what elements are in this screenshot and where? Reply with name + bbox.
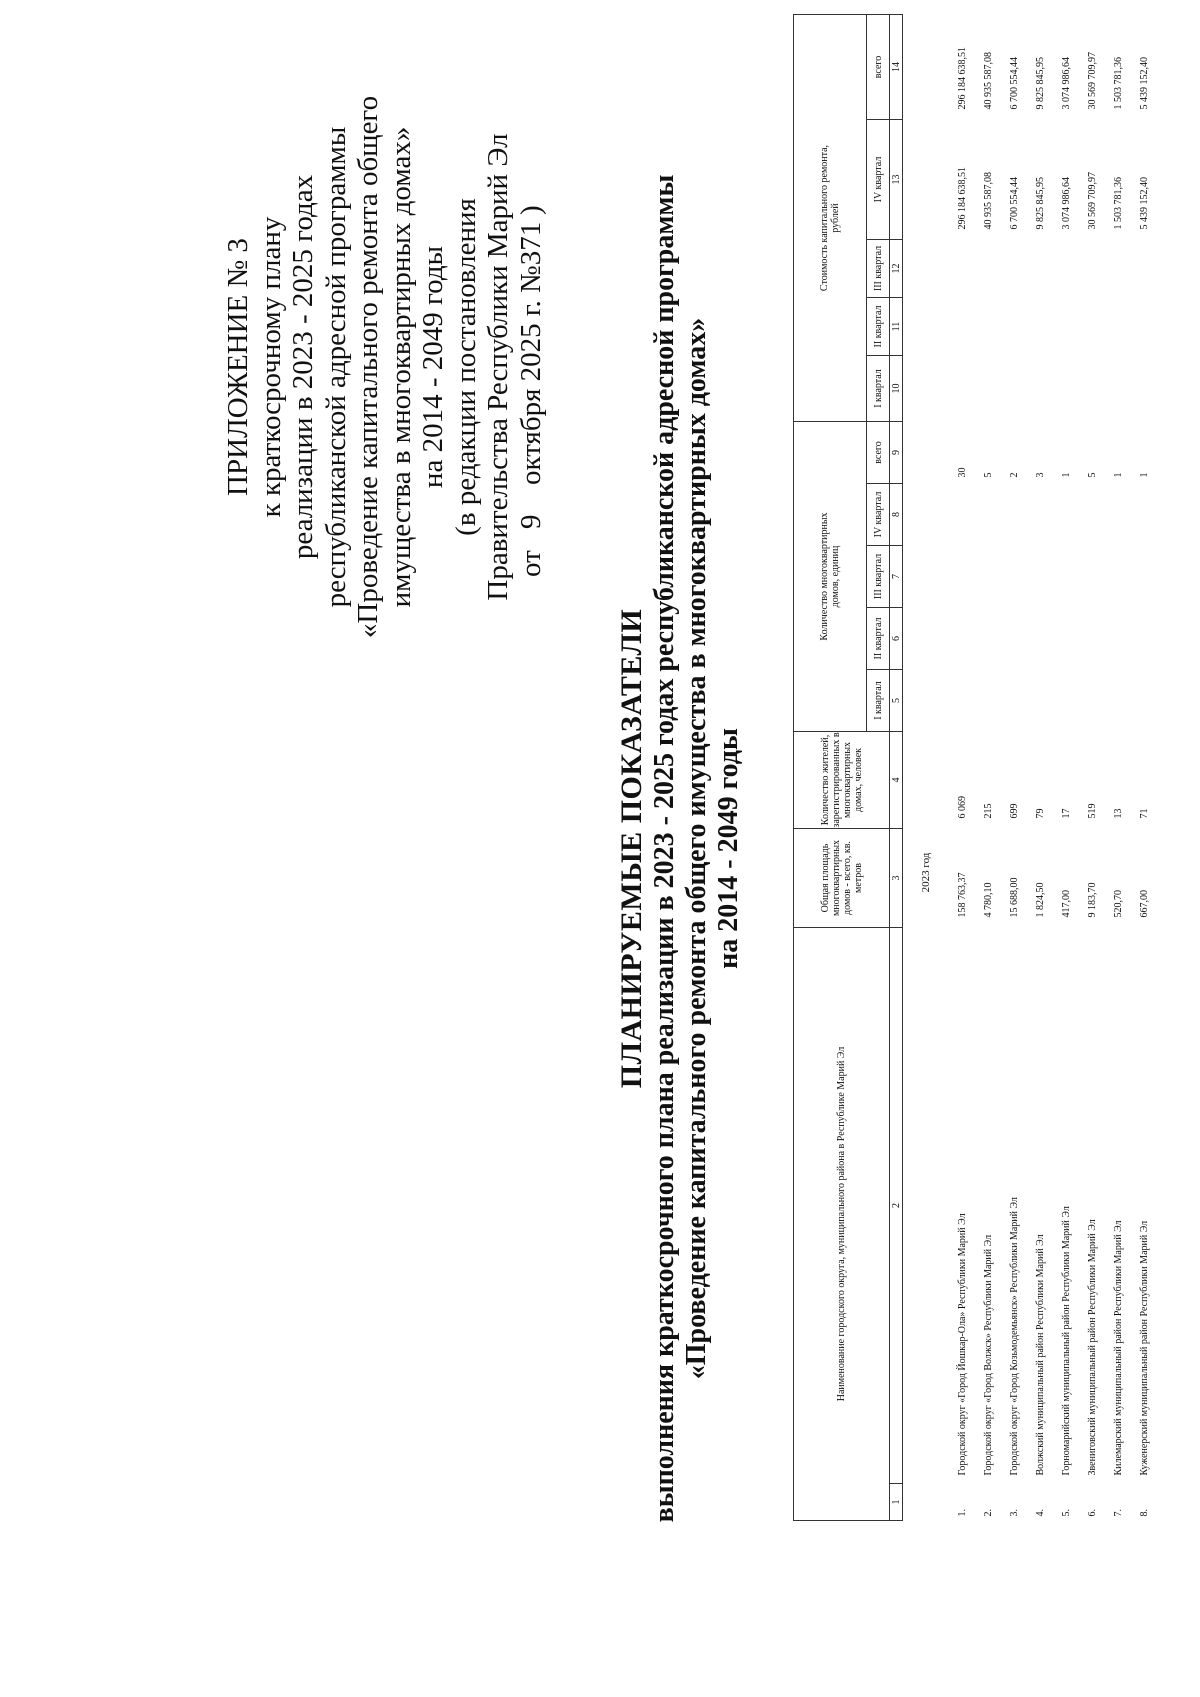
row-houses-total: 2 <box>1008 472 1020 478</box>
appendix-government-line: Правительства Республики Марий Эл <box>482 133 514 601</box>
row-houses-total: 5 <box>1086 472 1098 478</box>
header-houses-q1: I квартал <box>867 670 890 732</box>
header-name: Наименование городского округа, муниципального района в Республике Марий Эл <box>794 928 890 1521</box>
row-number: 3. <box>1008 1509 1020 1517</box>
column-number: 2 <box>890 928 903 1484</box>
row-houses-total: 1 <box>1112 472 1124 478</box>
row-cost-total: 5 439 152,40 <box>1138 57 1150 110</box>
row-area: 15 688,00 <box>1008 877 1020 918</box>
table-row <box>1131 15 1157 1521</box>
appendix-edition-line: (в редакции постановления <box>449 198 482 536</box>
row-cost-total: 3 074 986,64 <box>1060 57 1072 110</box>
row-name: Звениговский муниципальный район Республики Марий Эл <box>1086 1219 1098 1476</box>
column-number: 12 <box>890 240 903 298</box>
row-cost-total: 40 935 587,08 <box>982 52 994 110</box>
appendix-line: республиканской адресной программы <box>319 126 352 608</box>
row-cost-q4: 40 935 587,08 <box>982 172 994 230</box>
heading-block <box>615 0 745 1697</box>
table-row <box>1079 15 1105 1521</box>
column-number: 7 <box>890 546 903 608</box>
column-number: 4 <box>890 732 903 829</box>
row-name: Городской округ «Город Йошкар-Ола» Республики Марий Эл <box>956 1213 968 1476</box>
approval-date-prefix: от <box>514 550 547 577</box>
approval-date-line <box>515 87 548 647</box>
row-name: Горномарийский муниципальный район Республики Марий Эл <box>1060 1206 1072 1476</box>
row-area: 9 183,70 <box>1086 882 1098 918</box>
row-cost-total: 1 503 781,36 <box>1112 57 1124 110</box>
document-subtitle-line: «Проведение капитального ремонта общего имущества в многоквартирных домах» <box>681 317 712 1380</box>
row-name: Куженерский муниципальный район Республики Марий Эл <box>1138 1220 1150 1476</box>
appendix-block <box>222 87 547 647</box>
row-residents: 215 <box>982 803 994 819</box>
header-cost-total: всего <box>867 15 890 120</box>
row-cost-total: 296 184 638,51 <box>956 47 968 110</box>
row-number: 5. <box>1060 1509 1072 1517</box>
row-area: 4 780,10 <box>982 882 994 918</box>
row-residents: 71 <box>1138 808 1150 819</box>
row-cost-q4: 9 825 845,95 <box>1034 177 1046 230</box>
row-cost-q4: 30 569 709,97 <box>1086 172 1098 230</box>
row-cost-total: 30 569 709,97 <box>1086 52 1098 110</box>
appendix-title: ПРИЛОЖЕНИЕ № 3 <box>222 238 254 496</box>
header-houses-q4: IV квартал <box>867 484 890 546</box>
header-cost-group: Стоимость капитального ремонта, рублей <box>794 15 867 422</box>
row-residents: 79 <box>1034 808 1046 819</box>
approval-date-suffix: ) <box>514 205 547 215</box>
table-row <box>975 15 1001 1521</box>
approval-date-rest: октября 2025 г. №371 <box>514 221 547 485</box>
row-area: 667,00 <box>1138 890 1150 918</box>
column-number: 5 <box>890 670 903 732</box>
row-name: Волжский муниципальный район Республики Марий Эл <box>1034 1234 1046 1476</box>
row-houses-total: 1 <box>1138 472 1150 478</box>
table-row <box>1001 15 1027 1521</box>
appendix-line: на 2014 - 2049 годы <box>417 245 449 489</box>
table-row <box>1027 15 1053 1521</box>
row-name: Городской округ «Город Козьмодемьянск» Республики Марий Эл <box>1008 1197 1020 1476</box>
row-name: Килемарский муниципальный район Республики Марий Эл <box>1112 1220 1124 1476</box>
header-houses-group: Количество многоквартирных домов, единиц <box>794 422 867 732</box>
row-cost-q4: 1 503 781,36 <box>1112 177 1124 230</box>
table-row <box>1105 15 1131 1521</box>
table-row <box>1053 15 1079 1521</box>
column-number: 14 <box>890 15 903 120</box>
document-subtitle-line: выполнения краткосрочного плана реализации в 2023 - 2025 годах республиканской адресной программы <box>649 174 680 1523</box>
row-number: 2. <box>982 1509 994 1517</box>
year-row <box>903 15 950 1521</box>
header-houses-q3: III квартал <box>867 546 890 608</box>
row-area: 158 763,37 <box>956 872 968 918</box>
column-number: 6 <box>890 608 903 670</box>
row-area: 417,00 <box>1060 890 1072 918</box>
column-number: 3 <box>890 829 903 928</box>
row-area: 520,70 <box>1112 890 1124 918</box>
row-residents: 6 069 <box>956 796 968 819</box>
column-number: 1 <box>890 1484 903 1521</box>
row-houses-total: 3 <box>1034 472 1046 478</box>
approval-date-day: 9 <box>514 514 547 529</box>
row-residents: 519 <box>1086 803 1098 819</box>
row-area: 1 824,50 <box>1034 882 1046 918</box>
row-name: Городской округ «Город Волжск» Республики Марий Эл <box>982 1234 994 1476</box>
row-cost-total: 9 825 845,95 <box>1034 57 1046 110</box>
row-houses-total: 1 <box>1060 472 1072 478</box>
row-cost-q4: 5 439 152,40 <box>1138 177 1150 230</box>
row-houses-total: 30 <box>956 467 968 478</box>
row-number: 6. <box>1086 1509 1098 1517</box>
row-cost-q4: 6 700 554,44 <box>1008 177 1020 230</box>
header-houses-total: всего <box>867 422 890 484</box>
row-residents: 17 <box>1060 808 1072 819</box>
row-cost-q4: 3 074 986,64 <box>1060 177 1072 230</box>
header-residents: Количество жителей, зарегистрированных в многоквартирных домах, человек <box>794 732 890 829</box>
row-houses-total: 5 <box>982 472 994 478</box>
row-cost-q4: 296 184 638,51 <box>956 167 968 230</box>
header-cost-q1: I квартал <box>867 356 890 422</box>
header-area: Общая площадь многоквартирных домов - всего, кв. метров <box>794 829 890 928</box>
row-residents: 699 <box>1008 803 1020 819</box>
row-number: 1. <box>956 1509 968 1517</box>
document-title: ПЛАНИРУЕМЫЕ ПОКАЗАТЕЛИ <box>615 608 648 1089</box>
column-number: 11 <box>890 298 903 356</box>
row-number: 4. <box>1034 1509 1046 1517</box>
document-subtitle-line: на 2014 - 2049 годы <box>713 728 744 969</box>
indicators-table <box>793 14 1157 1521</box>
row-residents: 13 <box>1112 808 1124 819</box>
header-cost-q4: IV квартал <box>867 120 890 240</box>
appendix-line: «Проведение капитального ремонта общего <box>352 95 384 639</box>
column-number: 10 <box>890 356 903 422</box>
row-cost-total: 6 700 554,44 <box>1008 57 1020 110</box>
appendix-line: к краткосрочному плану <box>254 216 287 518</box>
header-cost-q3: III квартал <box>867 240 890 298</box>
column-number: 13 <box>890 120 903 240</box>
row-number: 7. <box>1112 1509 1124 1517</box>
appendix-line: реализации в 2023 - 2025 годах <box>287 174 319 560</box>
header-cost-q2: II квартал <box>867 298 890 356</box>
column-number: 9 <box>890 422 903 484</box>
year-label: 2023 год <box>920 852 932 893</box>
appendix-line: имущества в многоквартирных домах» <box>384 126 417 608</box>
header-houses-q2: II квартал <box>867 608 890 670</box>
table-row <box>949 15 975 1521</box>
row-number: 8. <box>1138 1509 1150 1517</box>
column-number: 8 <box>890 484 903 546</box>
